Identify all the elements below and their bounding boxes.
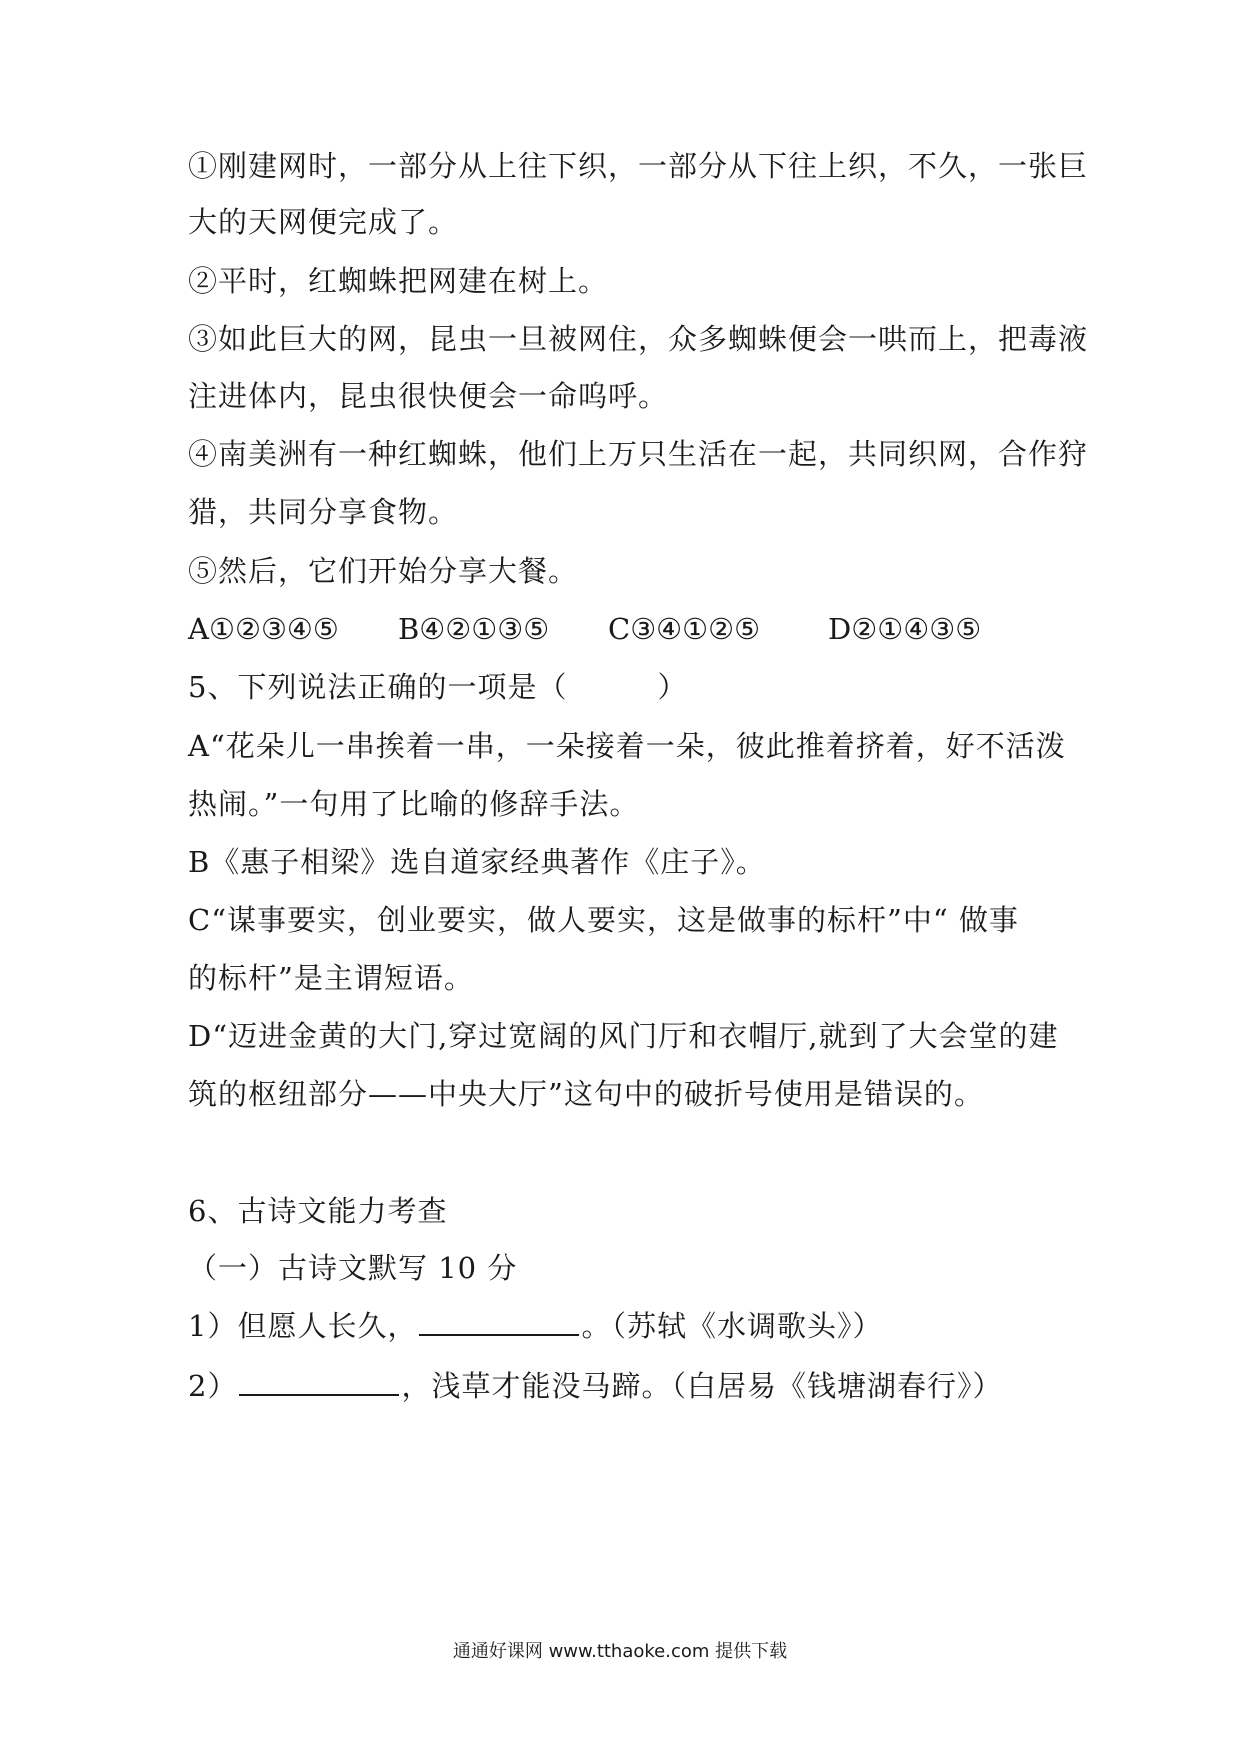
fill-item-2-prefix: 2） [188, 1369, 238, 1403]
question-5-option-d-line-1: D“迈进金黄的大门,穿过宽阔的风门厅和衣帽厅,就到了大会堂的建 [188, 1019, 1059, 1053]
answer-blank-1[interactable] [419, 1308, 579, 1336]
question-5-stem: 5、下列说法正确的一项是（ ） [188, 670, 688, 704]
fill-item-1 [188, 1306, 1068, 1346]
question-5-option-a-line-1: A“花朵儿一串挨着一串，一朵接着一朵，彼此推着挤着，好不活泼 [188, 729, 1066, 763]
question-5-option-b: B《惠子相梁》选自道家经典著作《庄子》。 [188, 845, 766, 879]
option-c: C③④①②⑤ [608, 612, 761, 646]
fill-item-2-suffix: ，浅草才能没马蹄。（白居易《钱塘湖春行》） [401, 1369, 1003, 1403]
page-footer: 通通好课网 www.tthaoke.com 提供下载 [452, 1641, 788, 1662]
fill-item-2 [188, 1366, 1068, 1406]
answer-blank-2[interactable] [239, 1368, 399, 1396]
section-poetry-recitation: （一）古诗文默写 10 分 [188, 1251, 518, 1285]
sentence-1-line-2: 大的天网便完成了。 [188, 205, 459, 239]
sentence-4-line-1: ④南美洲有一种红蜘蛛，他们上万只生活在一起，共同织网，合作狩 [188, 437, 1089, 471]
question-5-option-c-line-1: C“谋事要实，创业要实，做人要实，这是做事的标杆”中“ 做事 [188, 903, 1019, 937]
sentence-1-line-1: ①刚建网时，一部分从上往下织，一部分从下往上织，不久，一张巨 [188, 149, 1089, 183]
option-b: B④②①③⑤ [398, 612, 550, 646]
option-d: D②①④③⑤ [828, 612, 982, 646]
fill-item-1-prefix: 1）但愿人长久， [188, 1309, 418, 1343]
fill-item-1-suffix: 。（苏轼《水调歌头》） [581, 1309, 883, 1343]
sentence-5: ⑤然后，它们开始分享大餐。 [188, 554, 579, 588]
option-a: A①②③④⑤ [188, 612, 339, 646]
question-5-option-a-line-2: 热闹。”一句用了比喻的修辞手法。 [188, 787, 640, 821]
sentence-2: ②平时，红蜘蛛把网建在树上。 [188, 264, 609, 298]
sentence-4-line-2: 猎，共同分享食物。 [188, 495, 459, 529]
question-5-option-d-line-2: 筑的枢纽部分——中央大厅”这句中的破折号使用是错误的。 [188, 1077, 984, 1111]
sentence-3-line-2: 注进体内，昆虫很快便会一命呜呼。 [188, 379, 669, 413]
sentence-3-line-1: ③如此巨大的网，昆虫一旦被网住，众多蜘蛛便会一哄而上，把毒液 [188, 322, 1089, 356]
question-6-title: 6、古诗文能力考查 [188, 1194, 448, 1228]
question-5-option-c-line-2: 的标杆”是主谓短语。 [188, 961, 474, 995]
